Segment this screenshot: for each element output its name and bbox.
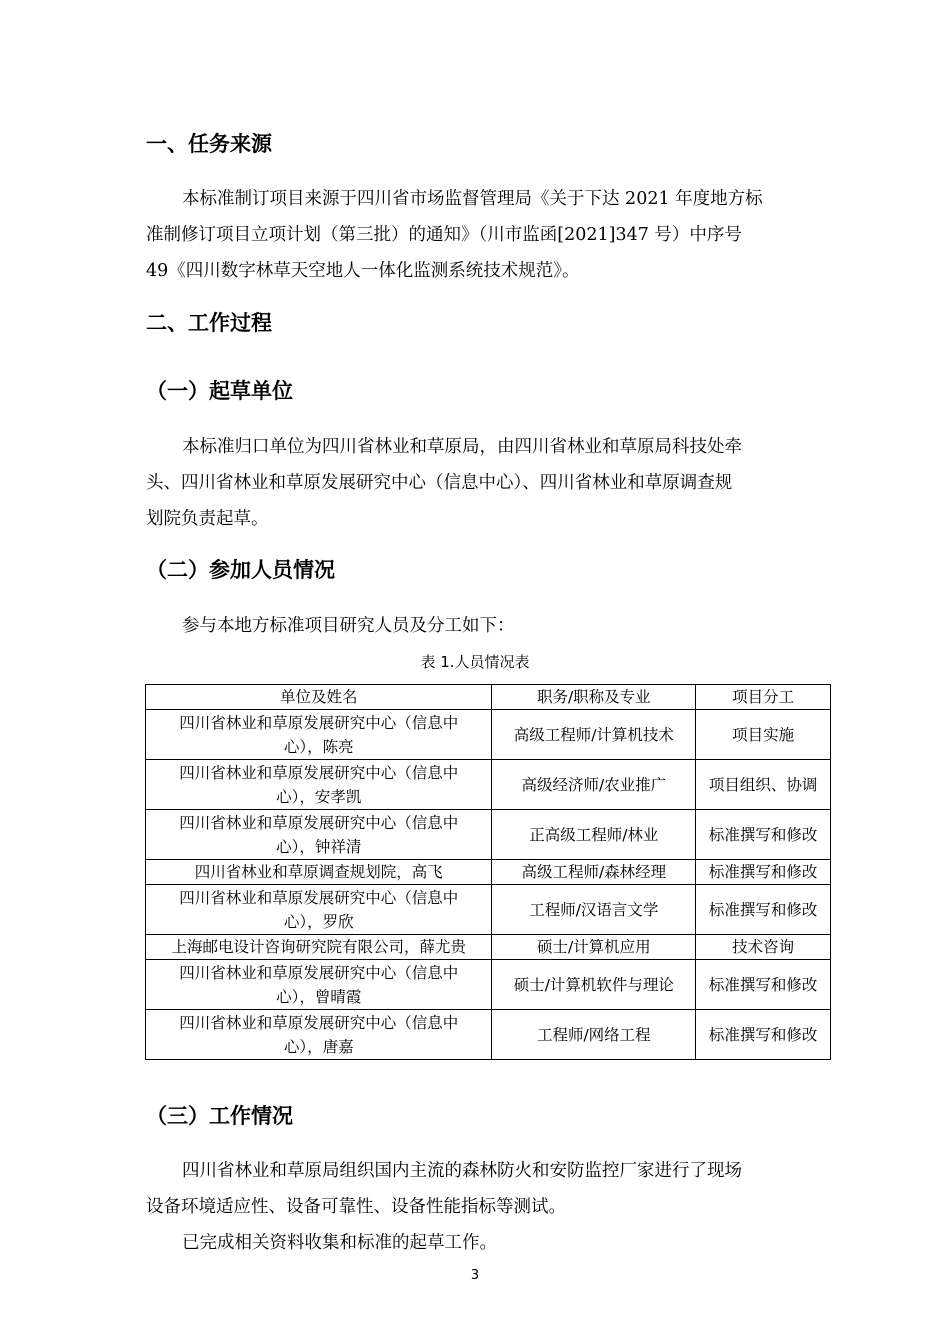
unit-line: 四川省林业和草原发展研究中心（信息中 [179,1013,459,1032]
column-header-title: 职务/职称及专业 [492,685,696,710]
subsection-title-participants: （二）参加人员情况 [146,558,335,582]
unit-line: 四川省林业和草原发展研究中心（信息中 [179,888,459,907]
title-cell: 工程师/汉语言文学 [492,885,696,935]
unit-line: 心），安孝凯 [276,787,362,806]
paragraph-line: 本标准归口单位为四川省林业和草原局，由四川省林业和草原局科技处牵 [182,437,742,457]
unit-line: 心），曾晴霞 [276,987,362,1006]
paragraph-line: 49《四川数字林草天空地人一体化监测系统技术规范》。 [146,261,580,281]
paragraph-line: 设备环境适应性、设备可靠性、设备性能指标等测试。 [146,1197,566,1217]
column-header-unit: 单位及姓名 [146,685,492,710]
paragraph-line: 四川省林业和草原局组织国内主流的森林防火和安防监控厂家进行了现场 [182,1161,742,1181]
paragraph-task-source [146,181,810,289]
role-cell: 标准撰写和修改 [696,1010,831,1060]
unit-line: 四川省林业和草原发展研究中心（信息中 [179,713,459,732]
unit-line: 四川省林业和草原发展研究中心（信息中 [179,813,459,832]
unit-line: 心），罗欣 [283,912,354,931]
role-cell: 标准撰写和修改 [696,885,831,935]
unit-cell [146,760,492,810]
paragraph-line: 参与本地方标准项目研究人员及分工如下： [182,616,515,636]
table-row [146,960,831,1010]
title-cell: 工程师/网络工程 [492,1010,696,1060]
column-header-role: 项目分工 [696,685,831,710]
table-row [146,935,831,960]
title-cell: 硕士/计算机应用 [492,935,696,960]
unit-line: 上海邮电设计咨询研究院有限公司，薛尤贵 [171,938,466,956]
paragraph-work-status [146,1153,810,1261]
unit-line: 心），钟祥清 [276,837,362,856]
role-cell: 项目组织、协调 [696,760,831,810]
paragraph-drafting-unit [146,429,810,537]
section-title-work-process: 二、工作过程 [146,311,272,335]
role-cell: 标准撰写和修改 [696,960,831,1010]
role-cell: 标准撰写和修改 [696,810,831,860]
title-cell: 正高级工程师/林业 [492,810,696,860]
role-cell: 标准撰写和修改 [696,860,831,885]
unit-cell [146,710,492,760]
unit-cell [146,1010,492,1060]
unit-cell [146,860,492,885]
paragraph-line: 头、四川省林业和草原发展研究中心（信息中心）、四川省林业和草原调查规 [146,473,733,493]
title-cell: 硕士/计算机软件与理论 [492,960,696,1010]
unit-cell [146,810,492,860]
paragraph-participants-intro [146,608,810,644]
unit-line: 心），陈亮 [283,737,354,756]
table-row [146,885,831,935]
staff-table [145,684,831,1060]
page-number: 3 [470,1268,480,1283]
title-cell: 高级工程师/计算机技术 [492,710,696,760]
unit-cell [146,885,492,935]
unit-line: 四川省林业和草原调查规划院，高飞 [194,863,443,881]
table-row [146,860,831,885]
table-row [146,1010,831,1060]
table-row [146,810,831,860]
role-cell: 技术咨询 [696,935,831,960]
unit-line: 四川省林业和草原发展研究中心（信息中 [179,963,459,982]
paragraph-line: 准制修订项目立项计划（第三批）的通知》（川市监函[2021]347 号）中序号 [146,225,742,245]
role-cell: 项目实施 [696,710,831,760]
subsection-title-drafting-unit: （一）起草单位 [146,379,293,403]
title-cell: 高级经济师/农业推广 [492,760,696,810]
paragraph-line: 已完成相关资料收集和标准的起草工作。 [182,1233,497,1253]
subsection-title-work-status: （三）工作情况 [146,1104,293,1128]
table-caption: 表 1.人员情况表 [420,653,530,671]
unit-line: 心），唐嘉 [283,1037,354,1056]
unit-line: 四川省林业和草原发展研究中心（信息中 [179,763,459,782]
table-row [146,760,831,810]
unit-cell [146,935,492,960]
unit-cell [146,960,492,1010]
section-title-task-source: 一、任务来源 [146,132,272,156]
table-header-row [146,685,831,710]
title-cell: 高级工程师/森林经理 [492,860,696,885]
paragraph-line: 本标准制订项目来源于四川省市场监督管理局《关于下达 2021 年度地方标 [182,189,763,209]
table-row [146,710,831,760]
paragraph-line: 划院负责起草。 [146,509,269,529]
